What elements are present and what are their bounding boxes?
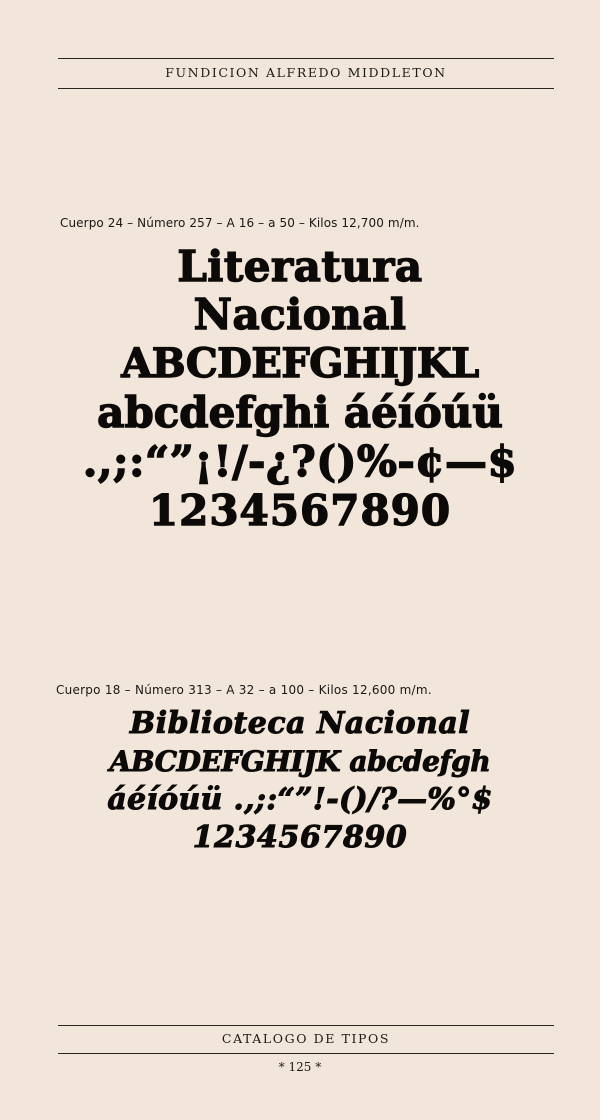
header-title: FUNDICION ALFREDO MIDDLETON xyxy=(165,65,447,80)
specimen-1-line-2: Nacional xyxy=(193,290,407,339)
specimen-1-line-4: abcdefghi áéíóúü xyxy=(97,388,503,437)
specimen-2-line-2: ABCDEFGHIJK abcdefgh xyxy=(109,745,491,778)
specimen-1-spec: Cuerpo 24 – Número 257 – A 16 – a 50 – Kilos 12,700 m/m. xyxy=(60,216,420,230)
specimen-2-line-1: Biblioteca Nacional xyxy=(129,706,471,741)
specimen-1-line-1: Literatura xyxy=(177,242,423,291)
footer-bottom-rule xyxy=(58,1053,554,1054)
header-top-rule xyxy=(58,58,554,59)
specimen-1-line-3: ABCDEFGHIJKL xyxy=(121,340,479,387)
specimen-1-line-6: 1234567890 xyxy=(148,486,452,535)
specimen-1-line-5: .,;:“”¡!/-¿?()%-¢—$ xyxy=(82,437,518,486)
footer-top-rule xyxy=(58,1025,554,1026)
specimen-2-line-4: 1234567890 xyxy=(192,820,408,855)
specimen-2-line-3: áéíóúü .,;:“”!-()/?—%°$ xyxy=(107,782,493,817)
specimen-2-spec: Cuerpo 18 – Número 313 – A 32 – a 100 – Kilos 12,600 m/m. xyxy=(56,683,432,697)
footer-title: CATALOGO DE TIPOS xyxy=(221,1031,391,1046)
page-number: * 125 * xyxy=(278,1060,322,1074)
header-bottom-rule xyxy=(58,88,554,89)
